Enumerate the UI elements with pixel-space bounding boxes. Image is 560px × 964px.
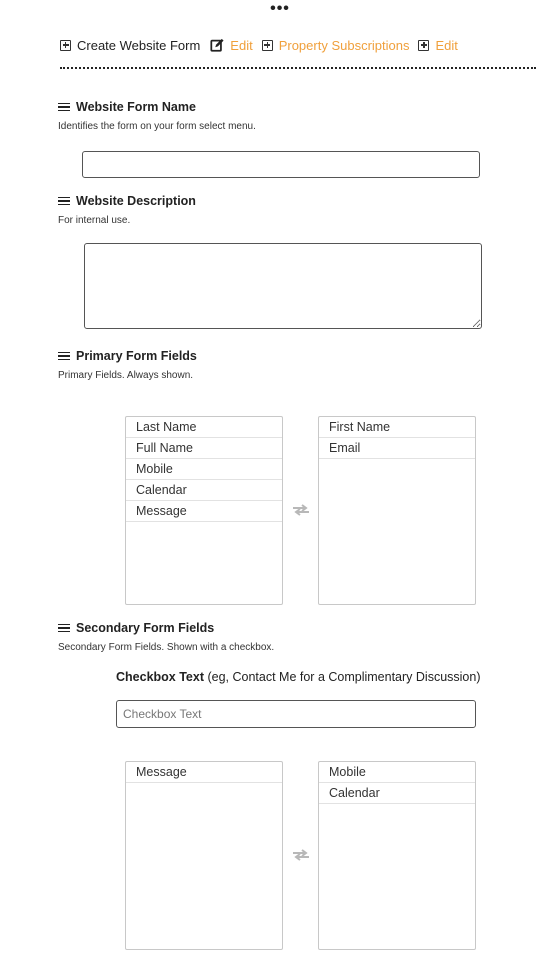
property-subscriptions-link[interactable]: Property Subscriptions (278, 37, 410, 53)
description-hint: For internal use. (58, 215, 131, 226)
checkbox-text-label-strong: Checkbox Text (116, 670, 204, 684)
list-item[interactable]: Full Name (126, 438, 282, 459)
list-item[interactable]: Mobile (126, 459, 282, 480)
section-title-primary-fields: Primary Form Fields (58, 348, 197, 364)
plus-square-icon[interactable] (60, 40, 71, 51)
dotted-divider (60, 67, 536, 69)
checkbox-text-label (116, 670, 481, 684)
more-menu-ellipsis[interactable]: ••• (270, 0, 290, 17)
list-item[interactable]: Email (319, 438, 475, 459)
swap-arrows-icon[interactable] (291, 503, 311, 517)
section-title-form-name: Website Form Name (58, 99, 196, 115)
primary-available-fields-list[interactable] (125, 416, 283, 605)
plus-square-icon[interactable] (262, 40, 273, 51)
list-item[interactable]: Calendar (126, 480, 282, 501)
list-item[interactable]: Last Name (126, 417, 282, 438)
checkbox-text-input[interactable] (116, 700, 476, 728)
list-item[interactable]: First Name (319, 417, 475, 438)
primary-selected-fields-list[interactable] (318, 416, 476, 605)
secondary-fields-description: Secondary Form Fields. Shown with a checkbox. (58, 642, 275, 653)
list-item[interactable]: Mobile (319, 762, 475, 783)
edit-icon[interactable] (210, 38, 224, 52)
primary-fields-description: Primary Fields. Always shown. (58, 370, 194, 381)
swap-arrows-icon[interactable] (291, 848, 311, 862)
section-title-secondary-fields: Secondary Form Fields (58, 620, 214, 636)
hamburger-icon (58, 352, 70, 361)
edit-subscriptions-link[interactable]: Edit (435, 37, 458, 53)
website-description-textarea[interactable] (84, 243, 482, 329)
form-name-description: Identifies the form on your form select menu. (58, 121, 256, 132)
list-item[interactable]: Message (126, 501, 282, 522)
checkbox-text-hint: (eg, Contact Me for a Complimentary Discussion) (207, 670, 481, 684)
secondary-available-fields-list[interactable] (125, 761, 283, 950)
plus-square-icon[interactable] (418, 40, 429, 51)
create-website-form-link[interactable]: Create Website Form (77, 37, 201, 53)
hamburger-icon (58, 197, 70, 206)
edit-form-link[interactable]: Edit (230, 37, 253, 53)
website-form-name-input[interactable] (82, 151, 480, 178)
form-toolbar (60, 36, 458, 54)
section-title-description: Website Description (58, 193, 196, 209)
secondary-selected-fields-list[interactable] (318, 761, 476, 950)
hamburger-icon (58, 624, 70, 633)
hamburger-icon (58, 103, 70, 112)
list-item[interactable]: Message (126, 762, 282, 783)
list-item[interactable]: Calendar (319, 783, 475, 804)
